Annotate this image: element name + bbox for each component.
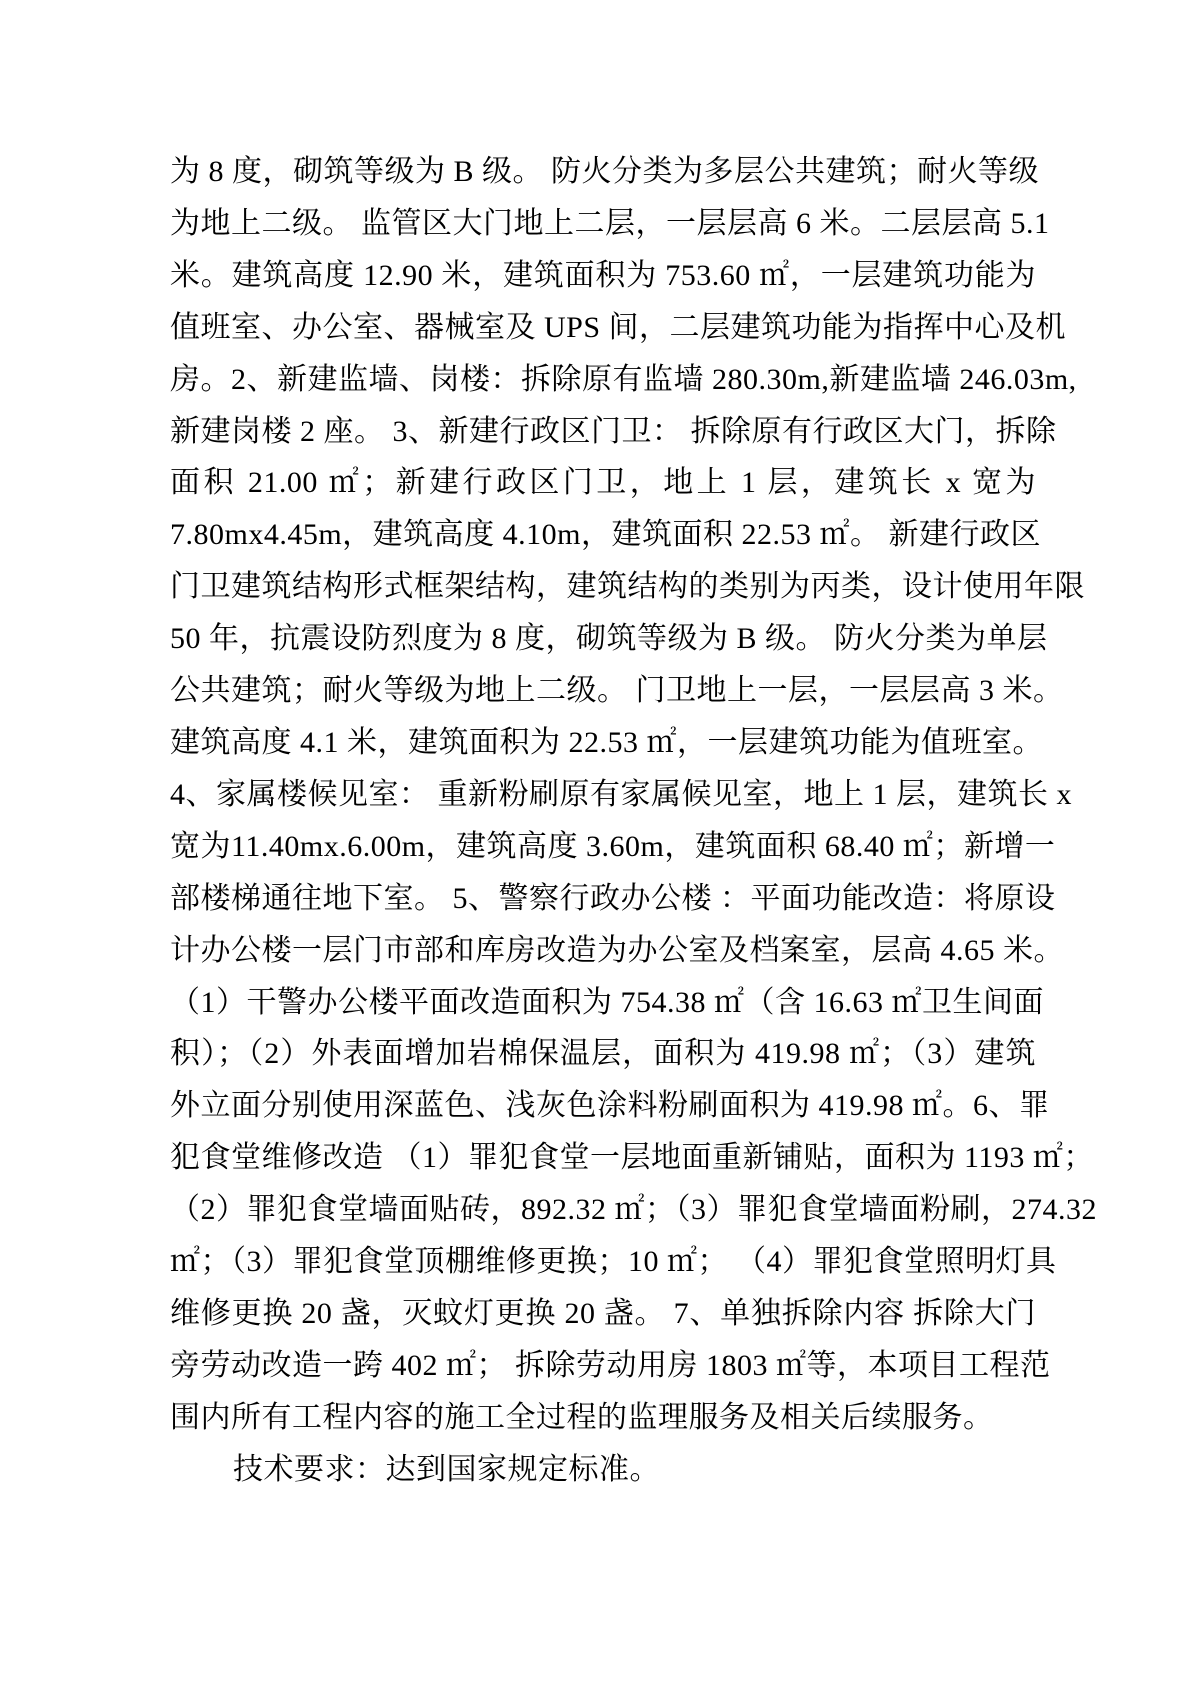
text-line: 为 8 度，砌筑等级为 B 级。 防火分类为多层公共建筑；耐火等级	[170, 155, 1040, 188]
text-line: 围内所有工程内容的施工全过程的监理服务及相关后续服务。	[170, 1400, 994, 1434]
text-line: 计办公楼一层门市部和库房改造为办公室及档案室，层高 4.65 米。	[170, 933, 1064, 967]
text-line: 50 年，抗震设防烈度为 8 度，砌筑等级为 B 级。 防火分类为单层	[170, 622, 1048, 656]
text-line: 米。建筑高度 12.90 米，建筑面积为 753.60 ㎡，一层建筑功能为	[170, 258, 1036, 292]
text-line: 公共建筑；耐火等级为地上二级。 门卫地上一层，一层层高 3 米。	[170, 674, 1064, 708]
text-line: 外立面分别使用深蓝色、浅灰色涂料粉刷面积为 419.98 ㎡。6、罪	[170, 1089, 1050, 1123]
text-line: 为地上二级。 监管区大门地上二层，一层层高 6 米。二层层高 5.1	[170, 206, 1050, 240]
text-line: 犯食堂维修改造 （1）罪犯食堂一层地面重新铺贴，面积为 1193 ㎡；	[170, 1141, 1094, 1175]
text-line: 门卫建筑结构形式框架结构，建筑结构的类别为丙类，设计使用年限	[170, 570, 1085, 604]
text-line: 部楼梯通往地下室。 5、警察行政办公楼 ：平面功能改造：将原设	[170, 881, 1056, 915]
text-line: 7.80mx4.45m，建筑高度 4.10m，建筑面积 22.53 ㎡。 新建行政区	[170, 518, 1042, 552]
text-line: 4、家属楼候见室： 重新粉刷原有家属候见室，地上 1 层，建筑长 x	[170, 777, 1072, 811]
text-line: 值班室、办公室、器械室及 UPS 间，二层建筑功能为指挥中心及机	[170, 310, 1067, 344]
text-line: 积）；（2）外表面增加岩棉保温层，面积为 419.98 ㎡；（3）建筑	[170, 1037, 1036, 1071]
text-line: 旁劳动改造一跨 402 ㎡； 拆除劳动用房 1803 ㎡等，本项目工程范	[170, 1348, 1051, 1382]
text-line: ㎡；（3）罪犯食堂顶棚维修更换；10 ㎡； （4）罪犯食堂照明灯具	[170, 1245, 1057, 1279]
text-line: 维修更换 20 盏，灭蚊灯更换 20 盏。 7、单独拆除内容 拆除大门	[170, 1296, 1036, 1330]
tech-requirement-line: 技术要求：达到国家规定标准。	[233, 1452, 660, 1486]
text-line: （2）罪犯食堂墙面贴砖，892.32 ㎡；（3）罪犯食堂墙面粉刷，274.32	[170, 1193, 1097, 1227]
text-line: （1）干警办公楼平面改造面积为 754.38 ㎡（含 16.63 ㎡卫生间面	[170, 985, 1044, 1019]
text-line: 建筑高度 4.1 米，建筑面积为 22.53 ㎡，一层建筑功能为值班室。	[170, 725, 1043, 759]
body-text-block	[170, 146, 1097, 1496]
text-line: 面积 21.00 ㎡；新建行政区门卫，地上 1 层，建筑长 x 宽为	[170, 466, 1036, 500]
text-line: 新建岗楼 2 座。 3、新建行政区门卫： 拆除原有行政区大门，拆除	[170, 414, 1057, 448]
text-line: 宽为11.40mx.6.00m，建筑高度 3.60m，建筑面积 68.40 ㎡；新增一	[170, 829, 1056, 863]
text-line: 房。2、新建监墙、岗楼：拆除原有监墙 280.30m,新建监墙 246.03m,	[170, 362, 1077, 396]
